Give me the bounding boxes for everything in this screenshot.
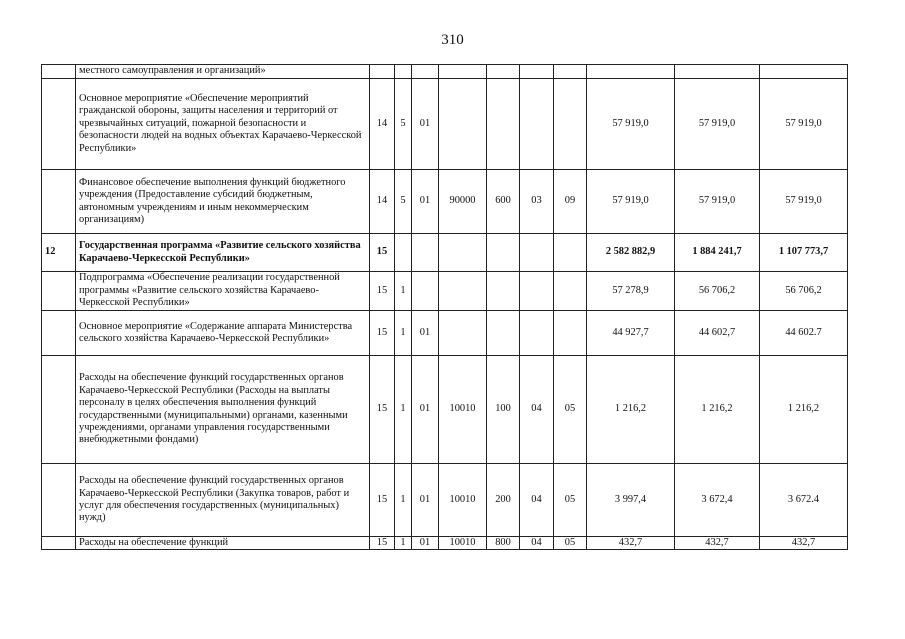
amount-year-3: 57 919,0 bbox=[760, 170, 848, 234]
code-subprogram: 1 bbox=[395, 311, 412, 356]
table-row bbox=[42, 79, 848, 170]
row-name: Расходы на обеспечение функций государственных органов Карачаево-Черкесской Республики (Закупка товаров, работ и услуг для обеспечения государственных (муниципальных) нужд) bbox=[76, 464, 370, 537]
table-row bbox=[42, 356, 848, 464]
amount-year-3: 432,7 bbox=[760, 537, 848, 550]
amount-year-2: 3 672,4 bbox=[675, 464, 760, 537]
budget-table bbox=[41, 64, 848, 550]
code-expense-type bbox=[487, 79, 520, 170]
code-program: 14 bbox=[370, 170, 395, 234]
table-row bbox=[42, 65, 848, 79]
code-section bbox=[520, 65, 554, 79]
amount-year-3: 57 919,0 bbox=[760, 79, 848, 170]
code-subsection bbox=[554, 79, 587, 170]
code-section bbox=[520, 311, 554, 356]
row-number bbox=[42, 464, 76, 537]
code-expense-type bbox=[487, 234, 520, 272]
code-expense-type bbox=[487, 65, 520, 79]
code-subprogram: 5 bbox=[395, 170, 412, 234]
amount-year-1: 3 997,4 bbox=[587, 464, 675, 537]
code-direction bbox=[439, 234, 487, 272]
amount-year-2: 56 706,2 bbox=[675, 272, 760, 311]
code-expense-type: 600 bbox=[487, 170, 520, 234]
code-program: 15 bbox=[370, 272, 395, 311]
amount-year-3: 3 672.4 bbox=[760, 464, 848, 537]
table-row bbox=[42, 464, 848, 537]
code-subprogram: 1 bbox=[395, 272, 412, 311]
code-expense-type: 200 bbox=[487, 464, 520, 537]
code-expense-type bbox=[487, 311, 520, 356]
code-event bbox=[412, 272, 439, 311]
amount-year-1: 57 919,0 bbox=[587, 79, 675, 170]
row-number bbox=[42, 311, 76, 356]
amount-year-2: 1 884 241,7 bbox=[675, 234, 760, 272]
code-section: 04 bbox=[520, 464, 554, 537]
amount-year-2: 1 216,2 bbox=[675, 356, 760, 464]
row-number bbox=[42, 272, 76, 311]
code-program: 15 bbox=[370, 234, 395, 272]
code-direction bbox=[439, 311, 487, 356]
code-direction: 90000 bbox=[439, 170, 487, 234]
code-subsection bbox=[554, 65, 587, 79]
code-event: 01 bbox=[412, 311, 439, 356]
code-subsection bbox=[554, 234, 587, 272]
row-name: Расходы на обеспечение функций bbox=[76, 537, 370, 550]
row-name: Расходы на обеспечение функций государственных органов Карачаево-Черкесской Республики (Расходы на выплаты персоналу в целях обеспечения выполнения функций государственными (муниципальными) органами, казенными учреждениями, органами управления государственными внебюджетными фондами) bbox=[76, 356, 370, 464]
code-direction bbox=[439, 65, 487, 79]
code-subprogram: 5 bbox=[395, 79, 412, 170]
code-event: 01 bbox=[412, 170, 439, 234]
row-number bbox=[42, 537, 76, 550]
code-section: 04 bbox=[520, 356, 554, 464]
code-subsection: 05 bbox=[554, 464, 587, 537]
row-number bbox=[42, 356, 76, 464]
row-name: Подпрограмма «Обеспечение реализации государственной программы «Развитие сельского хозяйства Карачаево-Черкесской Республики» bbox=[76, 272, 370, 311]
amount-year-3: 1 107 773,7 bbox=[760, 234, 848, 272]
amount-year-1: 432,7 bbox=[587, 537, 675, 550]
code-direction: 10010 bbox=[439, 464, 487, 537]
code-direction: 10010 bbox=[439, 356, 487, 464]
code-expense-type bbox=[487, 272, 520, 311]
amount-year-1: 1 216,2 bbox=[587, 356, 675, 464]
code-program: 15 bbox=[370, 537, 395, 550]
code-subprogram bbox=[395, 234, 412, 272]
amount-year-1: 44 927,7 bbox=[587, 311, 675, 356]
code-subsection: 05 bbox=[554, 537, 587, 550]
code-subprogram: 1 bbox=[395, 356, 412, 464]
code-program bbox=[370, 65, 395, 79]
row-number: 12 bbox=[42, 234, 76, 272]
row-name: Финансовое обеспечение выполнения функций бюджетного учреждения (Предоставление субсидий бюджетным, автономным учреждениям и иным некоммерческим организациям) bbox=[76, 170, 370, 234]
code-section bbox=[520, 79, 554, 170]
amount-year-1: 57 278,9 bbox=[587, 272, 675, 311]
code-event: 01 bbox=[412, 356, 439, 464]
code-program: 15 bbox=[370, 356, 395, 464]
amount-year-3: 56 706,2 bbox=[760, 272, 848, 311]
code-expense-type: 100 bbox=[487, 356, 520, 464]
row-number bbox=[42, 170, 76, 234]
row-name: Государственная программа «Развитие сельского хозяйства Карачаево-Черкесской Республики» bbox=[76, 234, 370, 272]
code-direction bbox=[439, 79, 487, 170]
code-event: 01 bbox=[412, 464, 439, 537]
code-section bbox=[520, 272, 554, 311]
code-program: 15 bbox=[370, 464, 395, 537]
row-number bbox=[42, 79, 76, 170]
amount-year-3: 1 216,2 bbox=[760, 356, 848, 464]
page-number: 310 bbox=[441, 32, 464, 48]
amount-year-2 bbox=[675, 65, 760, 79]
amount-year-2: 44 602,7 bbox=[675, 311, 760, 356]
code-subprogram: 1 bbox=[395, 464, 412, 537]
code-section: 04 bbox=[520, 537, 554, 550]
code-event bbox=[412, 65, 439, 79]
amount-year-3 bbox=[760, 65, 848, 79]
table-row bbox=[42, 272, 848, 311]
row-name: Основное мероприятие «Обеспечение мероприятий гражданской обороны, защиты населения и территорий от чрезвычайных ситуаций, пожарной безопасности и безопасности людей на водных объектах Карачаево-Черкесской Республики» bbox=[76, 79, 370, 170]
code-expense-type: 800 bbox=[487, 537, 520, 550]
code-section: 03 bbox=[520, 170, 554, 234]
amount-year-2: 57 919,0 bbox=[675, 170, 760, 234]
code-program: 15 bbox=[370, 311, 395, 356]
row-name: местного самоуправления и организаций» bbox=[76, 65, 370, 79]
code-direction bbox=[439, 272, 487, 311]
code-subsection: 09 bbox=[554, 170, 587, 234]
code-subprogram bbox=[395, 65, 412, 79]
table-row bbox=[42, 234, 848, 272]
amount-year-1 bbox=[587, 65, 675, 79]
code-direction: 10010 bbox=[439, 537, 487, 550]
code-event: 01 bbox=[412, 537, 439, 550]
amount-year-3: 44 602.7 bbox=[760, 311, 848, 356]
amount-year-2: 432,7 bbox=[675, 537, 760, 550]
table-row bbox=[42, 311, 848, 356]
code-section bbox=[520, 234, 554, 272]
table-row bbox=[42, 537, 848, 550]
amount-year-1: 2 582 882,9 bbox=[587, 234, 675, 272]
amount-year-1: 57 919,0 bbox=[587, 170, 675, 234]
code-program: 14 bbox=[370, 79, 395, 170]
amount-year-2: 57 919,0 bbox=[675, 79, 760, 170]
code-subsection bbox=[554, 272, 587, 311]
row-number bbox=[42, 65, 76, 79]
table-row bbox=[42, 170, 848, 234]
code-event: 01 bbox=[412, 79, 439, 170]
code-subprogram: 1 bbox=[395, 537, 412, 550]
code-subsection: 05 bbox=[554, 356, 587, 464]
code-event bbox=[412, 234, 439, 272]
row-name: Основное мероприятие «Содержание аппарата Министерства сельского хозяйства Карачаево-Черкесской Республики» bbox=[76, 311, 370, 356]
code-subsection bbox=[554, 311, 587, 356]
